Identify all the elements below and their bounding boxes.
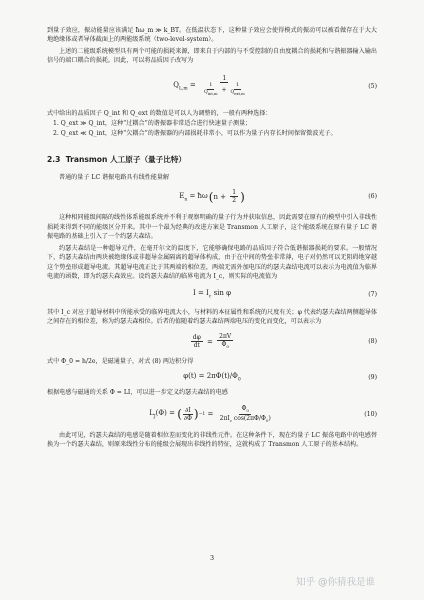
paragraph-6: 约瑟夫森结是一种超导元件，在毫开尔文的温度下，它能够确保电路的品质因子符合低谐振器损耗的要求。一般情况下，约瑟夫森结由两块被绝缘体或非超导金属隔离的超导体构成，由于在中间的势垒非常薄，电子对仍然可以无阻碍地穿越这个势垒形成超导电流。其超导电流正比于其两端的相位差，两端无需外加电压的约瑟夫森结电流可以表示为电流值为临界电流的函数，即为约瑟夫森效应。设约瑟夫森结的临界电流为 I_c，则实际的电流值为	[47, 245, 377, 281]
equation-5-lhs: $Q_{L,m}$ =	[173, 80, 199, 92]
equation-number: (7)	[368, 291, 377, 299]
paragraph-1: 到量子效应，振动能量应该满足 ħω_m ≫ k_BT。在低温状态下，这种量子效应会使得模式的振动可以被看做存在于大大地绝缘体或者导体截面上的两能级系统（two-level-system）。	[47, 27, 377, 44]
equation-number: (10)	[364, 410, 377, 418]
section-heading	[47, 154, 377, 165]
watermark-site: 知乎	[296, 577, 316, 588]
equation-number: (6)	[368, 193, 377, 201]
list-item-2: 2. Q_ext ≪ Q_int，这种“欠耦合”的谐振器的内部损耗非常小，可以作为量子内存长时间保留微波光子。	[53, 129, 337, 137]
equation-number: (8)	[368, 338, 377, 346]
paragraph-9: 根据电感与磁通的关系 Φ = LI，可以进一步定义约瑟夫森结的电感	[47, 389, 228, 397]
equation-number: (9)	[368, 373, 377, 381]
equation-number: (5)	[368, 82, 377, 90]
page-number: 3	[209, 554, 215, 562]
equation-9: $\varphi(t) = 2\pi\Phi(t)/\Phi_0$ (9)	[183, 371, 377, 383]
paragraph-3: 式中给出的品质因子 Q_int 和 Q_ext 的数值是可以人为调整的，一般有两种选择：	[47, 110, 272, 118]
paragraph-2: 上述的二能级系统模型具有两个可能的损耗来源，即来自于内部的与不受控制的自由度耦合的损耗和与谐振器输入输出信号的端口耦合的损耗。因此，可以将品质因子改写为	[47, 47, 377, 64]
list-item-1: 1. Q_ext ≫ Q_int，这种“过耦合”的谐振器非常适合进行快速量子测量；	[53, 120, 252, 128]
paragraph-10: 由此可见，约瑟夫森结的电感是随着相位差而变化的非线性元件。在这种条件下，现在约量子 LC 振荡电路中的电感替换为一个约瑟夫森结，则原来线性分布的能级会展现出非线性的特征，这就构成了 Transmon 人工原子的基本结构。	[47, 431, 377, 449]
equation-5-fraction: 1 $\frac{1}{Q_{int,m}}$ + $\frac{1}{Q_{ext,m}}$	[204, 75, 245, 96]
section-number: 2.3	[47, 154, 61, 164]
equation-7: $I = I_c$ sin φ (7)	[192, 289, 377, 300]
watermark	[296, 574, 375, 588]
equation-10: $L_J(\Phi)$ = ( $\frac{\partial I}{\partial\Phi}$ ) −1 = $\frac{\Phi_0}{2\pi I_c \cos(2\pi\Phi/\Phi_0)}$ (10)	[149, 404, 377, 423]
equation-8: $\frac{d\varphi}{dt}$ = $\frac{2\pi V}{\Phi_0}$ (8)	[192, 333, 377, 350]
section-title: Transmon 人工原子（量子比特）	[65, 154, 187, 164]
equation-5	[47, 75, 377, 97]
paragraph-8: 式中 Φ_0 = h/2e，是磁通量子，对式 (8) 两边积分得	[47, 357, 194, 365]
equation-6: $E_n$ = ħω ( n + $\frac{1}{2}$ ) (6)	[179, 189, 377, 205]
watermark-user: @你猜我是谁	[318, 577, 376, 588]
paragraph-5: 这种相同能级间隔的线性体系能级系统并不利于观察明确的量子行为并获取信息，因此需要在原有的模型中引入非线性损耗来得到不同的能级区分开来。其中一个最为经典的改进方案是 Transmon 人工原子，这个能级系统在原有量子 LC 谐振电路的基础上引入了一个约瑟夫森结。	[47, 214, 377, 240]
paragraph-7: 其中 I_c 对应于超导材料中所能承受的临界电流大小，与材料的本征属性和系统的尺度有关；φ 代表约瑟夫森结两侧超导体之间存在的相位差，称为约瑟夫森相位。后者的值随着约瑟夫森结两端电压的变化而变化，可以表示为	[47, 308, 377, 326]
paragraph-4: 普通的量子 LC 谐振电路具有线性能量解	[59, 173, 170, 181]
